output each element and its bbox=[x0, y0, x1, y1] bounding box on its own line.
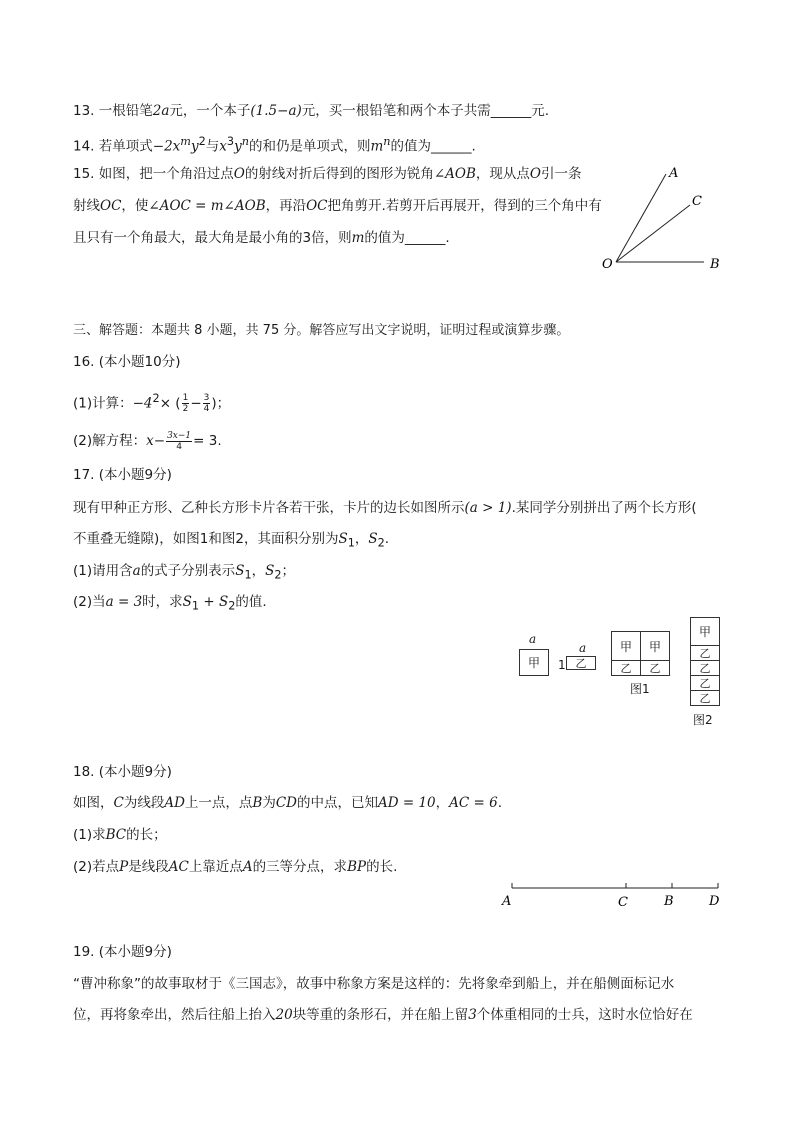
question-18-line-1: 如图，C为线段AD上一点，点B为CD的中点，已知AD = 10，AC = 6. bbox=[73, 795, 503, 811]
fraction: $\frac{3}{4}$ bbox=[203, 393, 210, 414]
answer-blank: ______ bbox=[431, 138, 472, 155]
label-D: D bbox=[709, 894, 720, 909]
fig1-caption: 图1 bbox=[630, 682, 650, 696]
ray-OC bbox=[616, 205, 690, 262]
fig2-jia: 甲 bbox=[690, 617, 720, 646]
question-19-line-1: “曹冲称象”的故事取材于《三国志》，故事中称象方案是这样的：先将象牵到船上，并在船侧面标记水 bbox=[73, 976, 675, 992]
label-a-rect: a bbox=[579, 641, 587, 655]
fig2-yi-3: 乙 bbox=[690, 675, 720, 691]
question-17-line-4: (2)当a = 3时，求$S_1 + S_2$的值. bbox=[73, 594, 267, 613]
question-18-head: 18. (本小题9分) bbox=[73, 764, 172, 780]
question-18-line-3: (2)若点P是线段AC上靠近点A的三等分点，求BP的长. bbox=[73, 859, 398, 875]
question-18-line-2: (1)求BC的长； bbox=[73, 827, 167, 843]
fig1-jia-2: 甲 bbox=[640, 631, 670, 661]
fraction: $\frac{1}{2}$ bbox=[182, 393, 189, 414]
fraction: $\frac{3x-1}{4}$ bbox=[167, 430, 192, 452]
label-A: A bbox=[502, 894, 512, 909]
fig2-yi-4: 乙 bbox=[690, 690, 720, 706]
question-15-line-1: 15. 如图，把一个角沿过点O的射线对折后得到的图形为锐角∠AOB，现从点O引一条 bbox=[73, 166, 582, 182]
card-jia: 甲 bbox=[519, 649, 549, 676]
fig1-yi-1: 乙 bbox=[611, 660, 641, 676]
label-A: A bbox=[669, 166, 679, 181]
segment-figure bbox=[495, 878, 730, 912]
question-17-line-2: 不重叠无缝隙)，如图1和图2，其面积分别为$S_1$，$S_2$. bbox=[73, 531, 390, 550]
question-13: 13. 一根铅笔2a元，一个本子(1.5−a)元，买一根铅笔和两个本子共需______元. bbox=[73, 103, 550, 119]
label-B: B bbox=[664, 894, 674, 909]
question-15-line-2: 射线OC，使∠AOC = m∠AOB，再沿OC把角剪开.若剪开后再展开，得到的三个角中有 bbox=[73, 198, 602, 214]
fig2-caption: 图2 bbox=[693, 713, 713, 727]
fig1-jia-1: 甲 bbox=[611, 631, 641, 661]
label-C: C bbox=[618, 895, 628, 910]
question-19-head: 19. (本小题9分) bbox=[73, 944, 172, 960]
fig2-yi-1: 乙 bbox=[690, 645, 720, 661]
answer-blank: ______ bbox=[490, 103, 532, 119]
label-a-square: a bbox=[529, 632, 537, 646]
question-16-part-1: (1)计算：$-4^2\times$ ( $\frac{1}{2}$ − $\frac{3}{4}$ )； bbox=[73, 392, 231, 414]
label-one: 1 bbox=[558, 658, 566, 672]
ray-OA bbox=[616, 174, 666, 262]
question-14: 14. 若单项式$-2x^my^2$与$x^3y^n$的和仍是单项式，则$m^n$的值为______. bbox=[73, 135, 476, 155]
angle-figure bbox=[596, 160, 730, 276]
question-17-line-1: 现有甲种正方形、乙种长方形卡片各若干张，卡片的边长如图所示(a > 1).某同学分别拼出了两个长方形( bbox=[73, 500, 697, 516]
question-15-line-3: 且只有一个角最大，最大角是最小角的3倍，则m的值为______. bbox=[73, 230, 450, 246]
question-16-part-2: (2)解方程：x− $\frac{3x-1}{4}$ = 3. bbox=[73, 430, 222, 452]
cards-figure bbox=[515, 612, 730, 732]
fig1-yi-2: 乙 bbox=[640, 660, 670, 676]
fig2-yi-2: 乙 bbox=[690, 660, 720, 676]
section-3-title: 三、解答题：本题共 8 小题，共 75 分。解答应写出文字说明，证明过程或演算步骤。 bbox=[73, 323, 570, 338]
question-17-line-3: (1)请用含a的式子分别表示$S_1$，$S_2$； bbox=[73, 563, 296, 582]
label-O: O bbox=[602, 257, 613, 272]
card-yi: 乙 bbox=[566, 656, 596, 670]
question-17-head: 17. (本小题9分) bbox=[73, 467, 172, 483]
label-B: B bbox=[710, 257, 720, 272]
answer-blank: ______ bbox=[404, 230, 446, 246]
label-C: C bbox=[692, 194, 702, 209]
question-19-line-2: 位，再将象牵出，然后往船上抬入20块等重的条形石，并在船上留3个体重相同的士兵，这时水位恰好在 bbox=[73, 1007, 693, 1023]
question-16-head: 16. (本小题10分) bbox=[73, 354, 181, 370]
